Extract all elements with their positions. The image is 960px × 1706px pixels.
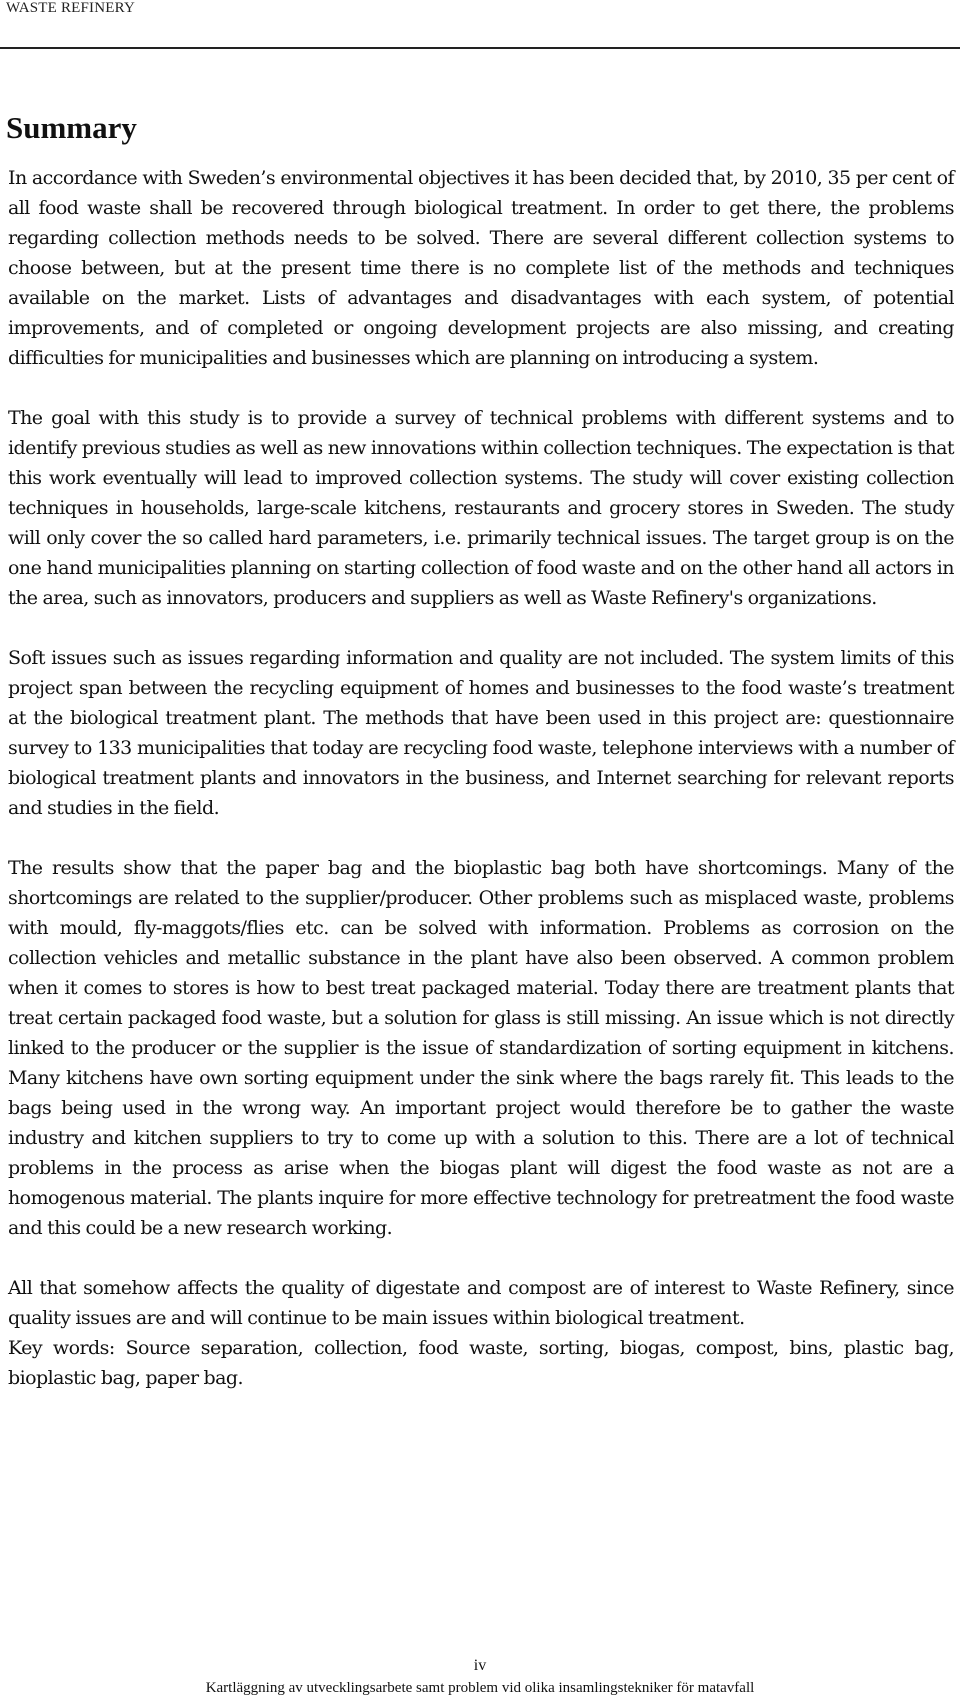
paragraph-3: Soft issues such as issues regarding information and quality are not included. The system limits of this project span between the recycling equipment of homes and businesses to the food waste’s treatment at the biological treatment plant. The methods that have been used in this project are: questionnaire survey to 133 municipalities that today are recycling food waste, telephone interviews with a number of biological treatment plants and innovators in the business, and Internet searching for relevant reports and studies in the field. <box>8 647 954 819</box>
section-title: Summary <box>6 110 137 145</box>
footer-text: Kartläggning av utvecklingsarbete samt problem vid olika insamlingstekniker för matavfall <box>205 1680 755 1696</box>
paragraph-5: All that somehow affects the quality of digestate and compost are of interest to Waste Refinery, since quality issues are and will continue to be main issues within biological treatment. <box>8 1277 954 1329</box>
header-divider <box>0 47 960 49</box>
paragraph-1: In accordance with Sweden’s environmental objectives it has been decided that, by 2010, 35 per cent of all food waste shall be recovered through biological treatment. In order to get there, the problems regarding collection methods needs to be solved. There are several different collection systems to choose between, but at the present time there is no complete list of the methods and techniques available on the market. Lists of advantages and disadvantages with each system, of potential improvements, and of completed or ongoing development projects are also missing, and creating difficulties for municipalities and businesses which are planning on introducing a system. <box>8 167 954 369</box>
page-number: iv <box>473 1657 487 1674</box>
paragraph-2: The goal with this study is to provide a survey of technical problems with different systems and to identify previous studies as well as new innovations within collection techniques. The expectation is that this work eventually will lead to improved collection systems. The study will cover existing collection techniques in households, large-scale kitchens, restaurants and grocery stores in Sweden. The study will only cover the so called hard parameters, i.e. primarily technical issues. The target group is on the one hand municipalities planning on starting collection of food waste and on the other hand all actors in the area, such as innovators, producers and suppliers as well as Waste Refinery's organizations. <box>8 407 954 609</box>
keywords-paragraph: Key words: Source separation, collection, food waste, sorting, biogas, compost, bins, plastic bag, bioplastic bag, paper bag. <box>8 1337 954 1389</box>
summary-body <box>8 163 954 1423</box>
paragraph-4: The results show that the paper bag and the bioplastic bag both have shortcomings. Many of the shortcomings are related to the supplier/producer. Other problems such as misplaced waste, problems with mould, fly-maggots/flies etc. can be solved with information. Problems as corrosion on the collection vehicles and metallic substance in the plant have also been observed. A common problem when it comes to stores is how to best treat packaged material. Today there are treatment plants that treat certain packaged food waste, but a solution for glass is still missing. An issue which is not directly linked to the producer or the supplier is the issue of standardization of sorting equipment in kitchens. Many kitchens have own sorting equipment under the sink where the bags rarely fit. This leads to the bags being used in the wrong way. An important project would therefore be to gather the waste industry and kitchen suppliers to try to come up with a solution to this. There are a lot of technical problems in the process as arise when the biogas plant will digest the food waste as not are a homogenous material. The plants inquire for more effective technology for pretreatment the food waste and this could be a new research working. <box>8 857 954 1239</box>
running-header: WASTE REFINERY <box>6 0 136 16</box>
